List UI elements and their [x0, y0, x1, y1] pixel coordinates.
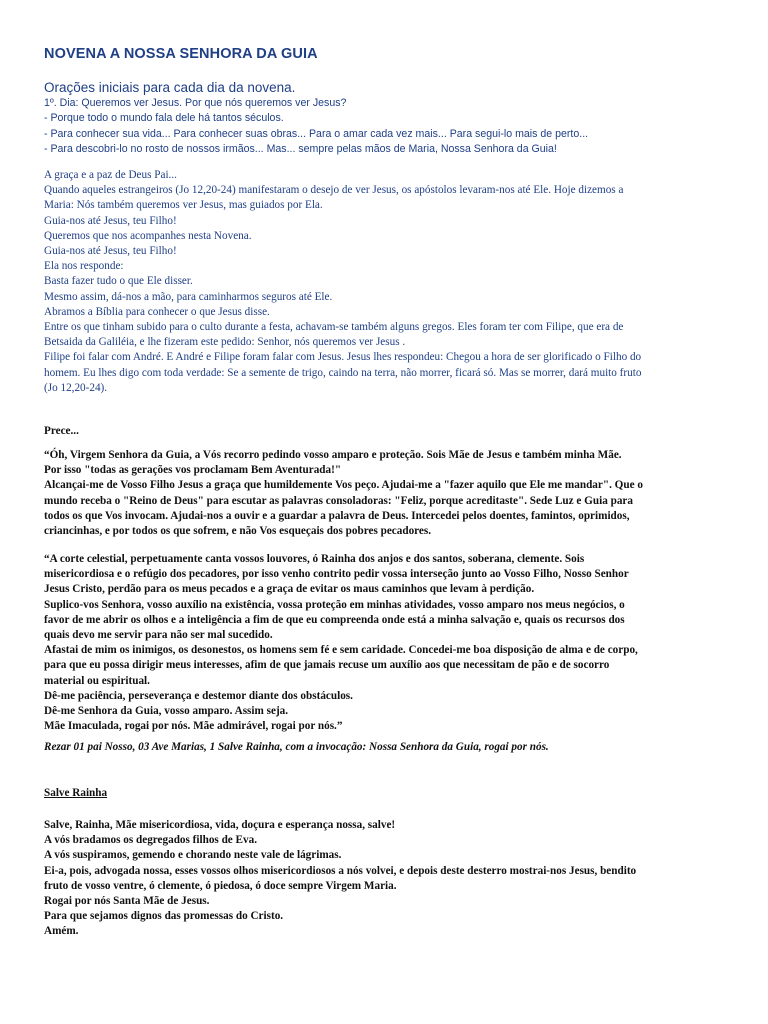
text-line: Dê-me Senhora da Guia, vosso amparo. Assim seja. [44, 705, 289, 718]
text-line: quais devo me servir para não ser mal sucedido. [44, 629, 273, 642]
text-line: Quando aqueles estrangeiros (Jo 12,20-24) manifestaram o desejo de ver Jesus, os apóstolos levaram-nos até Ele. Hoje dizemos a [44, 184, 624, 197]
text-line: Afastai de mim os inimigos, os desonestos, os homens sem fé e sem caridade. Concedei-me boa disposição de alma e de corpo, [44, 644, 638, 657]
text-line: homem. Eu lhes digo com toda verdade: Se a semente de trigo, caindo na terra, não morrer, ficará só. Mas se morrer, dará muito fruto [44, 366, 642, 379]
text-line: Para que sejamos dignos das promessas do Cristo. [44, 910, 284, 923]
intro-section [44, 80, 724, 157]
text-line: favor de me abrir os olhos e a inteligência a fim de que eu compreenda onde está a minha salvação e, quais os recursos dos [44, 613, 625, 626]
text-line: (Jo 12,20-24). [44, 381, 108, 394]
prayer-paragraph-1 [44, 448, 722, 539]
intro-line: 1º. Dia: Queremos ver Jesus. Por que nós queremos ver Jesus? [44, 97, 347, 109]
text-line: “A corte celestial, perpetuamente canta vossos louvores, ó Rainha dos anjos e dos santos, soberana, clemente. Sois [44, 553, 585, 565]
text-line: Ela nos responde: [44, 260, 124, 273]
text-line: todos os que Vos invocam. Ajudai-nos a ouvir e a guardar a palavra de Deus. Intercedei pelos doentes, famintos, oprimidos, [44, 509, 630, 522]
salve-rainha-title: Salve Rainha [44, 787, 108, 799]
text-line: material ou espiritual. [44, 674, 150, 687]
text-line: Por isso "todas as gerações vos proclamam Bem Aventurada!" [44, 464, 342, 477]
text-line: fruto de vosso ventre, ó clemente, ó piedosa, ó doce sempre Virgem Maria. [44, 879, 397, 892]
intro-line: - Para descobri-lo no rosto de nossos irmãos... Mas... sempre pelas mãos de Maria, Nossa Senhora da Guia! [44, 142, 557, 155]
text-line: Rogai por nós Santa Mãe de Jesus. [44, 895, 210, 908]
intro-line: - Para conhecer sua vida... Para conhecer suas obras... Para o amar cada vez mais... Para segui-lo mais de perto... [44, 127, 589, 140]
text-line: Salve, Rainha, Mãe misericordiosa, vida, doçura e esperança nossa, salve! [44, 819, 396, 831]
text-line: Guia-nos até Jesus, teu Filho! [44, 245, 177, 258]
intro-line: - Porque todo o mundo fala dele há tantos séculos. [44, 112, 284, 125]
text-line: Entre os que tinham subido para o culto durante a festa, achavam-se também alguns gregos. Eles foram ter com Filipe, que era de [44, 321, 624, 334]
text-line: Abramos a Bíblia para conhecer o que Jesus disse. [44, 305, 270, 318]
opening-prayer [44, 168, 722, 396]
text-line: A vós bradamos os degregados filhos de Eva. [44, 834, 258, 847]
text-line: Jesus Cristo, perdão para os meus pecados e a graça de evitar os maus caminhos que levam à perdição. [44, 583, 535, 596]
text-line: “Óh, Virgem Senhora da Guia, a Vós recorro pedindo vosso amparo e proteção. Sois Mãe de Jesus e também minha Mãe. [44, 449, 622, 461]
document-title: NOVENA A NOSSA SENHORA DA GUIA [44, 46, 318, 62]
text-line: misericordiosa e o refúgio dos pecadores, por isso venho contrito pedir vossa interseção junto ao Vosso Filho, Nosso Senhor [44, 568, 629, 581]
rubric-instruction: Rezar 01 pai Nosso, 03 Ave Marias, 1 Salve Rainha, com a invocação: Nossa Senhora da Guia, rogai por nós. [44, 741, 549, 753]
text-line: Alcançai-me de Vosso Filho Jesus a graça que humildemente Vos peço. Ajudai-me a "fazer aquilo que Ele me mandar". Que o [44, 479, 643, 492]
prayer-paragraph-2 [44, 552, 722, 734]
text-line: Maria: Nós também queremos ver Jesus, mas guiados por Ela. [44, 199, 323, 212]
text-line: Mesmo assim, dá-nos a mão, para caminharmos seguros até Ele. [44, 290, 333, 303]
text-line: Suplico-vos Senhora, vosso auxílio na existência, vossa proteção em minhas atividades, vosso amparo nos meus negócios, o [44, 598, 625, 611]
text-line: mundo receba o "Reino de Deus" para escutar as palavras consoladoras: "Feliz, porque acreditaste". Sede Luz e Guia para [44, 494, 633, 507]
text-line: Ei-a, pois, advogada nossa, esses vossos olhos misericordiosos a nós volvei, e depois deste desterro mostrai-nos Jesus, bendito [44, 864, 637, 877]
text-line: Guia-nos até Jesus, teu Filho! [44, 214, 177, 227]
text-line: Betsaida da Galiléia, e lhe fizeram este pedido: Senhor, nós queremos ver Jesus . [44, 336, 406, 349]
prece-label: Prece... [44, 425, 79, 437]
text-line: criancinhas, e por todos os que sofrem, e não Vos esqueçais dos pobres pecadores. [44, 525, 432, 538]
text-line: Amém. [44, 925, 79, 938]
text-line: Queremos que nos acompanhes nesta Novena. [44, 229, 252, 242]
salve-rainha-prayer [44, 818, 722, 940]
intro-heading: Orações iniciais para cada dia da novena. [44, 80, 296, 95]
text-line: Filipe foi falar com André. E André e Filipe foram falar com Jesus. Jesus lhes respondeu: Chegou a hora de ser glorificado o Filho do [44, 351, 642, 364]
text-line: Basta fazer tudo o que Ele disser. [44, 275, 193, 288]
text-line: para que eu possa dirigir meus interesses, afim de que jamais recuse um auxílio aos que necessitam de pão e de socorro [44, 659, 610, 672]
text-line: A vós suspiramos, gemendo e chorando neste vale de lágrimas. [44, 849, 342, 862]
text-line: Mãe Imaculada, rogai por nós. Mãe admirável, rogai por nós.” [44, 720, 343, 733]
text-line: Dê-me paciência, perseverança e destemor diante dos obstáculos. [44, 689, 353, 702]
text-line: A graça e a paz de Deus Pai... [44, 169, 177, 181]
